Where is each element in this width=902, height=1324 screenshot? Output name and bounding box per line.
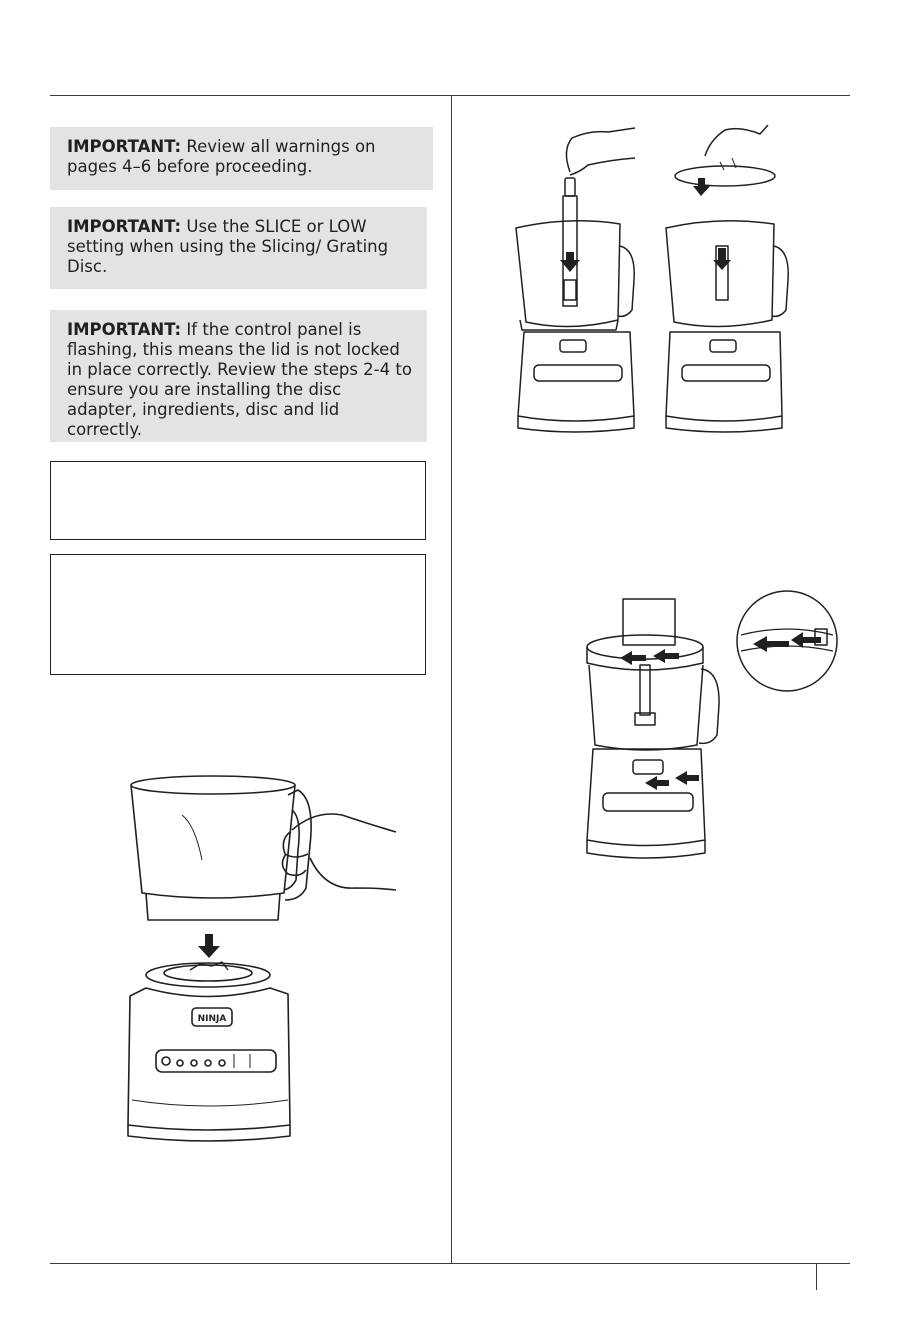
top-rule: [50, 95, 850, 96]
column-divider: [451, 95, 452, 1263]
important-note-slice-setting: [50, 207, 427, 289]
bowl-onto-base-illustration: [110, 770, 400, 1160]
important-text: Use the SLICE or LOW setting when using the Slicing/ Grating Disc.: [67, 217, 389, 276]
down-arrow-icon: [693, 178, 710, 196]
bottom-rule: [50, 1263, 850, 1264]
adapter-and-disc-illustration: [510, 120, 810, 440]
left-arrow-icon: [620, 649, 679, 665]
important-label: IMPORTANT:: [67, 137, 182, 156]
important-label: IMPORTANT:: [67, 320, 182, 339]
down-arrow-icon: [198, 934, 220, 958]
important-note-warnings: [50, 127, 433, 190]
empty-box-2: [50, 554, 426, 675]
important-text: Review all warnings on pages 4–6 before proceeding.: [67, 137, 376, 176]
brand-logo: NINJA: [197, 1014, 227, 1024]
page-number-divider: [816, 1264, 817, 1290]
important-note-flashing-panel: [50, 310, 427, 442]
left-arrow-icon: [753, 632, 821, 652]
empty-box-1: [50, 461, 426, 540]
important-label: IMPORTANT:: [67, 217, 182, 236]
important-text: If the control panel is flashing, this means the lid is not locked in place correctly. Review the steps 2-4 to ensure you are installing the disc adapter, ingredients, disc and lid correctly.: [67, 320, 412, 439]
lid-locking-illustration: [575, 585, 845, 875]
